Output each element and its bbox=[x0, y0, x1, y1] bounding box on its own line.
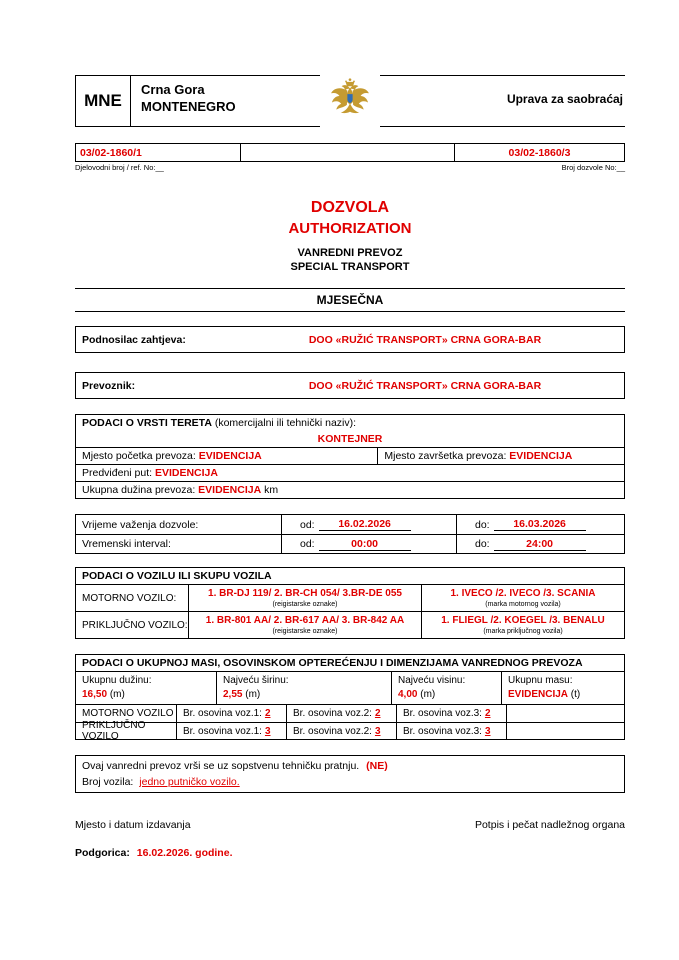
trailer-axle-1-value: 3 bbox=[264, 725, 271, 737]
od-label: od: bbox=[300, 518, 315, 531]
max-height-value: 4,00 bbox=[398, 689, 418, 700]
motor-axle-2 bbox=[286, 705, 396, 722]
motor-axles-label: MOTORNO VOZILO bbox=[82, 708, 174, 719]
valid-from-value: 16.02.2026 bbox=[319, 518, 411, 531]
total-mass-label: Ukupnu masu: bbox=[508, 675, 573, 686]
ref-number: 03/02-1860/1 bbox=[76, 144, 241, 161]
cargo-end-cell bbox=[377, 448, 624, 464]
vehicles-section bbox=[75, 567, 625, 639]
permit-number-label: Broj dozvole No:__ bbox=[561, 163, 625, 172]
country-names bbox=[131, 76, 236, 126]
cargo-section-title: PODACI O VRSTI TERETA bbox=[82, 417, 212, 429]
applicant-box bbox=[75, 326, 625, 353]
escort-text: Ovaj vanredni prevoz vrši se uz sopstvenu tehničku pratnju. bbox=[82, 760, 360, 772]
axle-3-label: Br. osovina voz.3: bbox=[403, 708, 482, 719]
trailer-makes-note: (marka priključnog vozila) bbox=[483, 628, 563, 635]
time-to-cell bbox=[456, 535, 624, 553]
axle-1-label: Br. osovina voz.1: bbox=[183, 708, 262, 719]
do-label-2: do: bbox=[475, 538, 490, 550]
cargo-end-value: EVIDENCIJA bbox=[509, 450, 573, 462]
applicant-label: Podnosilac zahtjeva: bbox=[82, 333, 186, 346]
motor-makes: 1. IVECO /2. IVECO /3. SCANIA bbox=[450, 588, 596, 599]
cargo-route-label: Predviđeni put: bbox=[82, 467, 153, 479]
time-from-value: 00:00 bbox=[319, 538, 411, 551]
country-code: MNE bbox=[84, 91, 122, 110]
axle-3-label-t: Br. osovina voz.3: bbox=[403, 725, 482, 737]
motor-makes-note: (marka motornog vozila) bbox=[485, 601, 561, 608]
trailer-axle-2 bbox=[286, 723, 396, 739]
valid-to-value: 16.03.2026 bbox=[494, 518, 586, 531]
cargo-length-unit: km bbox=[264, 484, 279, 496]
trailer-makes: 1. FLIEGL /2. KOEGEL /3. BENALU bbox=[441, 615, 605, 626]
escort-answer: (NE) bbox=[366, 760, 388, 772]
cargo-start-cell bbox=[76, 448, 377, 464]
ref-number-label: Djelovodni broj / ref. No:__ bbox=[75, 163, 164, 172]
title-vanredni-prevoz: VANREDNI PREVOZ bbox=[297, 247, 403, 259]
issue-place-label: Mjesto i datum izdavanja bbox=[75, 819, 191, 831]
total-length-value: 16,50 bbox=[82, 689, 108, 700]
cargo-route-value: EVIDENCIJA bbox=[154, 467, 218, 479]
total-mass-value: EVIDENCIJA bbox=[508, 689, 569, 700]
escort-vehicles-label: Broj vozila: bbox=[82, 776, 134, 788]
trailer-makes-cell bbox=[421, 612, 624, 638]
do-label: do: bbox=[475, 518, 490, 531]
carrier-label: Prevoznik: bbox=[82, 379, 136, 392]
motor-plates: 1. BR-DJ 119/ 2. BR-CH 054/ 3.BR-DE 055 bbox=[208, 588, 402, 599]
validity-label: Vrijeme važenja dozvole: bbox=[82, 518, 199, 531]
carrier-box bbox=[75, 372, 625, 399]
total-mass-cell bbox=[501, 672, 624, 704]
escort-line1 bbox=[82, 760, 618, 772]
max-height-cell bbox=[391, 672, 501, 704]
title-special-transport: SPECIAL TRANSPORT bbox=[290, 261, 410, 273]
ref-empty-cell bbox=[241, 144, 455, 161]
issue-place-date bbox=[75, 847, 625, 859]
issue-date: 16.02.2026. godine. bbox=[136, 847, 233, 859]
trailer-axles-empty-cell bbox=[506, 723, 624, 739]
time-interval-row bbox=[76, 534, 624, 553]
cargo-route-row bbox=[76, 465, 624, 482]
cargo-length-row bbox=[76, 482, 624, 498]
trailer-plates: 1. BR-801 AA/ 2. BR-617 AA/ 3. BR-842 AA bbox=[205, 615, 405, 626]
trailer-axle-3 bbox=[396, 723, 506, 739]
total-length-cell bbox=[76, 672, 216, 704]
max-width-label: Najveću širinu: bbox=[223, 675, 289, 686]
trailer-axle-2-value: 3 bbox=[374, 725, 381, 737]
motor-makes-cell bbox=[421, 585, 624, 611]
cargo-type: KONTEJNER bbox=[76, 431, 624, 448]
interval-label: Vremenski interval: bbox=[82, 538, 171, 550]
trailer-vehicle-label: PRIKLJUČNO VOZILO: bbox=[82, 619, 188, 631]
cargo-start-value: EVIDENCIJA bbox=[198, 450, 262, 462]
max-height-label: Najveću visinu: bbox=[398, 675, 466, 686]
motor-axles-empty-cell bbox=[506, 705, 624, 722]
axle-1-label-t: Br. osovina voz.1: bbox=[183, 725, 262, 737]
motor-axle-3 bbox=[396, 705, 506, 722]
trailer-axle-3-value: 3 bbox=[484, 725, 491, 737]
permit-period: MJESEČNA bbox=[75, 288, 625, 312]
max-width-cell bbox=[216, 672, 391, 704]
validity-dates-row bbox=[76, 515, 624, 534]
dimensions-values-row bbox=[76, 672, 624, 705]
total-length-label: Ukupnu dužinu: bbox=[82, 675, 152, 686]
motor-plates-note: (reigistarske oznake) bbox=[272, 601, 338, 608]
motor-axle-2-value: 2 bbox=[374, 708, 381, 719]
total-mass-unit: (t) bbox=[570, 689, 581, 700]
reference-labels bbox=[75, 163, 625, 172]
trailer-plates-note: (reigistarske oznake) bbox=[272, 628, 338, 635]
motor-axle-1-value: 2 bbox=[264, 708, 271, 719]
escort-section bbox=[75, 755, 625, 793]
max-height-unit: (m) bbox=[420, 689, 436, 700]
trailer-vehicle-row bbox=[76, 611, 624, 638]
dimensions-section bbox=[75, 654, 625, 740]
validity-section bbox=[75, 514, 625, 554]
cargo-section-note: (komercijalni ili tehnički naziv): bbox=[214, 417, 357, 429]
escort-line2 bbox=[82, 776, 618, 788]
country-name-local: Crna Gora bbox=[141, 82, 205, 97]
coat-of-arms-icon bbox=[320, 66, 380, 136]
od-label-2: od: bbox=[300, 538, 315, 550]
time-from-cell bbox=[281, 535, 456, 553]
carrier-value: DOO «RUŽIĆ TRANSPORT» CRNA GORA-BAR bbox=[308, 379, 542, 392]
country-name-en: MONTENEGRO bbox=[141, 99, 236, 114]
footer-labels bbox=[75, 819, 625, 831]
country-code-box bbox=[75, 76, 131, 126]
vehicles-section-title: PODACI O VOZILU ILI SKUPU VOZILA bbox=[76, 568, 624, 585]
cargo-start-label: Mjesto početka prevoza: bbox=[82, 450, 196, 462]
document-header bbox=[75, 75, 625, 127]
reference-number-row bbox=[75, 143, 625, 162]
motor-axle-3-value: 2 bbox=[484, 708, 491, 719]
motor-plates-cell bbox=[188, 585, 421, 611]
trailer-plates-cell bbox=[188, 612, 421, 638]
trailer-axles-row bbox=[76, 720, 624, 742]
applicant-value: DOO «RUŽIĆ TRANSPORT» CRNA GORA-BAR bbox=[308, 333, 542, 346]
valid-from-cell bbox=[281, 515, 456, 534]
authority-name: Uprava za saobraćaj bbox=[506, 92, 623, 106]
max-width-unit: (m) bbox=[245, 689, 261, 700]
time-to-value: 24:00 bbox=[494, 538, 586, 551]
cargo-section bbox=[75, 414, 625, 499]
issue-place: Podgorica: bbox=[75, 847, 130, 859]
permit-number: 03/02-1860/3 bbox=[508, 146, 571, 159]
escort-vehicles-value: jedno putničko vozilo. bbox=[139, 776, 240, 788]
trailer-axle-1 bbox=[176, 723, 286, 739]
motor-axle-1 bbox=[176, 705, 286, 722]
title-block bbox=[75, 198, 625, 274]
trailer-axles-label: PRIKLJUČNO VOZILO bbox=[82, 720, 146, 742]
cargo-length-value: EVIDENCIJA bbox=[198, 484, 262, 496]
motor-vehicle-row bbox=[76, 585, 624, 611]
motor-vehicle-label: MOTORNO VOZILO: bbox=[82, 592, 177, 604]
title-dozvola: DOZVOLA bbox=[310, 199, 390, 216]
title-authorization: AUTHORIZATION bbox=[288, 220, 412, 237]
axle-2-label: Br. osovina voz.2: bbox=[293, 708, 372, 719]
valid-to-cell bbox=[456, 515, 624, 534]
total-length-unit: (m) bbox=[109, 689, 125, 700]
cargo-section-title-row bbox=[76, 415, 624, 431]
axle-2-label-t: Br. osovina voz.2: bbox=[293, 725, 372, 737]
cargo-places-row bbox=[76, 448, 624, 465]
cargo-length-label: Ukupna dužina prevoza: bbox=[82, 484, 196, 496]
dimensions-section-title: PODACI O UKUPNOJ MASI, OSOVINSKOM OPTEREĆENJU I DIMENZIJAMA VANREDNOG PREVOZA bbox=[76, 655, 624, 672]
max-width-value: 2,55 bbox=[223, 689, 243, 700]
cargo-end-label: Mjesto završetka prevoza: bbox=[384, 450, 507, 462]
signature-label: Potpis i pečat nadležnog organa bbox=[474, 819, 625, 831]
